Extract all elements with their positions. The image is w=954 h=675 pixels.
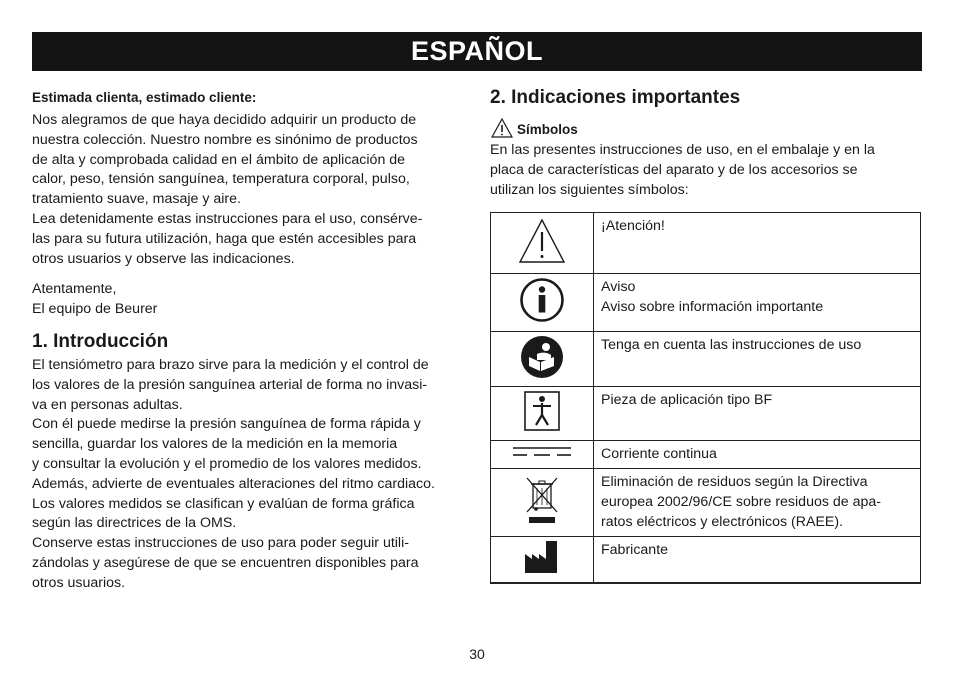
- right-column: [490, 86, 921, 200]
- section1-line: los valores de la presión sanguínea arterial de forma no invasi-: [32, 376, 428, 393]
- symbols-subheading: [490, 116, 921, 138]
- symbol-row: [491, 441, 921, 469]
- section1-line: Además, advierte de eventuales alteraciones del ritmo cardiaco.: [32, 475, 435, 492]
- page-number: 30: [469, 646, 485, 662]
- symbol-row: [491, 213, 921, 274]
- language-title: ESPAÑOL: [410, 36, 543, 66]
- intro-line: otros usuarios y observe las indicaciones.: [32, 250, 295, 267]
- section2-title: 2. Indicaciones importantes: [490, 87, 741, 108]
- intro-paragraph: [32, 111, 465, 269]
- symbol-description: [594, 469, 921, 537]
- symbol-row: [491, 469, 921, 537]
- section1-line: y consultar la evolución y el promedio de los valores medidos.: [32, 455, 422, 472]
- symbols-label: Símbolos: [517, 122, 578, 137]
- symbol-icon-cell: [491, 213, 594, 274]
- closing: Atentamente,: [32, 281, 117, 298]
- signature: El equipo de Beurer: [32, 301, 158, 318]
- symbol-text: Aviso: [601, 279, 636, 295]
- info-icon: [519, 277, 565, 323]
- symbol-description: [594, 537, 921, 583]
- symbol-icon-cell: [491, 387, 594, 441]
- intro-line: las para su futura utilización, haga que estén accesibles para: [32, 230, 417, 247]
- symbol-icon-cell: [491, 332, 594, 387]
- section1-line: Con él puede medirse la presión sanguínea de forma rápida y: [32, 416, 421, 433]
- intro-line: nuestra colección. Nuestro nombre es sinónimo de productos: [32, 131, 418, 148]
- warning-triangle-icon: [491, 118, 513, 138]
- symbol-icon-cell: [491, 274, 594, 332]
- symbol-description: [594, 274, 921, 332]
- symbol-description: [594, 332, 921, 387]
- symbols-intro-line: placa de características del aparato y de los accesorios se: [490, 161, 858, 178]
- section1-line: va en personas adultas.: [32, 396, 183, 413]
- symbol-row: [491, 537, 921, 583]
- section1-line: Los valores medidos se clasifican y evalúan de forma gráfica: [32, 495, 415, 512]
- symbol-icon-cell: [491, 537, 594, 583]
- symbol-row: [491, 274, 921, 332]
- intro-line: tratamiento suave, masaje y aire.: [32, 191, 241, 208]
- section1-title: 1. Introducción: [32, 330, 169, 352]
- weee-crossed-bin-icon: [524, 475, 560, 525]
- symbol-text: Eliminación de residuos según la Directiva: [601, 474, 868, 490]
- symbol-icon-cell: [491, 469, 594, 537]
- symbol-text: Corriente continua: [601, 446, 717, 462]
- greeting: Estimada clienta, estimado cliente:: [32, 90, 257, 105]
- type-bf-applied-part-icon: [524, 391, 560, 431]
- direct-current-icon: [512, 445, 572, 459]
- section1-line: según las directrices de la OMS.: [32, 515, 237, 532]
- symbol-text: Aviso sobre información importante: [601, 298, 824, 315]
- warning-triangle-icon: [518, 218, 566, 264]
- section1-paragraph: [32, 356, 465, 594]
- symbol-row: [491, 332, 921, 387]
- section1-line: otros usuarios.: [32, 574, 126, 591]
- section1-line: sencilla, guardar los valores de la medición en la memoria: [32, 436, 398, 453]
- symbols-table: [490, 212, 921, 584]
- symbol-description: [594, 213, 921, 274]
- symbols-intro-line: En las presentes instrucciones de uso, en el embalaje y en la: [490, 142, 875, 158]
- read-instructions-icon: [520, 335, 564, 379]
- spacer: [32, 269, 465, 280]
- symbol-text: ratos eléctricos y electrónicos (RAEE).: [601, 513, 844, 530]
- symbols-intro-line: utilizan los siguientes símbolos:: [490, 181, 689, 198]
- symbol-text: Fabricante: [601, 542, 669, 558]
- symbol-text: ¡Atención!: [601, 218, 665, 234]
- left-column: [32, 89, 465, 594]
- symbol-description: [594, 441, 921, 469]
- symbols-intro: [490, 141, 921, 200]
- symbol-text: Tenga en cuenta las instrucciones de uso: [601, 337, 862, 353]
- symbol-description: [594, 387, 921, 441]
- symbol-row: [491, 387, 921, 441]
- section1-line: Conserve estas instrucciones de uso para poder seguir utili-: [32, 535, 409, 552]
- manufacturer-icon: [524, 540, 560, 574]
- intro-line: Lea detenidamente estas instrucciones para el uso, consérve-: [32, 210, 423, 227]
- section1-line: zándolas y asegúrese de que se encuentren disponibles para: [32, 554, 419, 571]
- section-header-bar: [32, 32, 922, 71]
- section1-line: El tensiómetro para brazo sirve para la medición y el control de: [32, 356, 429, 373]
- intro-line: Nos alegramos de que haya decidido adquirir un producto de: [32, 112, 417, 128]
- intro-line: de alta y comprobada calidad en el ámbito de aplicación de: [32, 151, 406, 168]
- symbol-text: europea 2002/96/CE sobre residuos de apa-: [601, 493, 882, 510]
- symbol-icon-cell: [491, 441, 594, 469]
- symbol-text: Pieza de aplicación tipo BF: [601, 392, 773, 408]
- intro-line: calor, peso, tensión sanguínea, temperatura corporal, pulso,: [32, 171, 410, 188]
